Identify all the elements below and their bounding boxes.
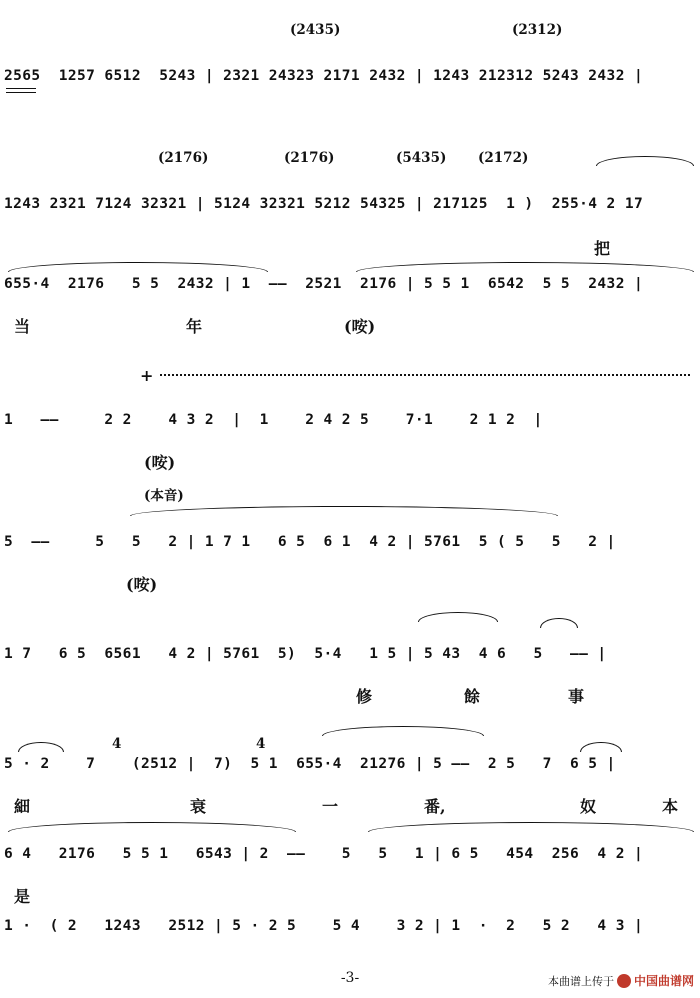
notes-line-6: 1 7 6 5 6561 4 2 | 5761 5) 5·4 1 5 | 5 43 4 6 5 —— |	[4, 646, 607, 662]
lyric: 衰	[190, 797, 207, 816]
ornament-annotation: (2435)	[290, 22, 341, 38]
ornament-annotation: (2176)	[284, 150, 335, 166]
lyric: 是	[14, 887, 31, 906]
notes-line-7: 5 · 2 7 (2512 | 7) 5 1 655·4 21276 | 5 —— 2 5 7 6 5 |	[4, 756, 616, 772]
slur	[8, 822, 296, 832]
lyric: (咹)	[144, 453, 176, 472]
score-line-2	[4, 190, 696, 218]
lyric: 事	[568, 687, 585, 706]
notes-line-2: 1243 2321 7124 32321 | 5124 32321 5212 54325 | 217125 1 ) 255·4 2 17	[4, 196, 644, 212]
ornament-annotation: (本音)	[144, 488, 184, 504]
score-line-8	[4, 840, 696, 868]
page-number: -3-	[340, 970, 360, 986]
score-line-6	[4, 640, 696, 668]
beam	[6, 88, 36, 89]
slur	[368, 822, 694, 832]
site-logo-icon	[617, 974, 631, 988]
site-name: 中国曲谱网	[633, 974, 694, 988]
dotted-slur	[160, 374, 690, 376]
plus-mark: +	[140, 366, 154, 385]
slur	[418, 612, 498, 622]
score-line-5	[4, 528, 696, 556]
notes-line-4: 1 —— 2 2 4 3 2 | 1 2 4 2 5 7·1 2 1 2 |	[4, 412, 543, 428]
notes-line-8: 6 4 2176 5 5 1 6543 | 2 —— 5 5 1 | 6 5 454 256 4 2 |	[4, 846, 644, 862]
score-line-1	[4, 62, 696, 90]
notes-line-1: 2565 1257 6512 5243 | 2321 24323 2171 2432 | 1243 212312 5243 2432 |	[4, 68, 644, 84]
lyric: 細	[14, 797, 31, 816]
score-line-4	[4, 406, 696, 434]
beam	[6, 92, 36, 93]
slur	[322, 726, 484, 736]
ornament-annotation: (5435)	[396, 150, 447, 166]
ornament-annotation: (2176)	[158, 150, 209, 166]
lyric: 当	[14, 317, 31, 336]
slur	[596, 156, 694, 166]
time-signature-top: 4	[112, 736, 122, 752]
lyric: 修	[356, 687, 373, 706]
score-line-7	[4, 750, 696, 778]
lyric: 本	[662, 797, 679, 816]
lyric: (咹)	[344, 317, 376, 336]
lyric: 餘	[464, 687, 481, 706]
notes-line-9: 1 · ( 2 1243 2512 | 5 · 2 5 5 4 3 2 | 1 · 2 5 2 4 3 |	[4, 918, 644, 934]
slur	[130, 506, 558, 516]
time-signature-top: 4	[256, 736, 266, 752]
lyric: 年	[186, 317, 203, 336]
site-footer	[548, 972, 694, 989]
lyric: 一	[322, 797, 339, 816]
lyric: 把	[594, 239, 611, 258]
notes-line-3: 655·4 2176 5 5 2432 | 1 —— 2521 2176 | 5 5 1 6542 5 5 2432 |	[4, 276, 644, 292]
ornament-annotation: (2172)	[478, 150, 529, 166]
ornament-annotation: (2312)	[512, 22, 563, 38]
upload-note: 本曲谱上传于	[547, 974, 614, 988]
slur	[540, 618, 578, 628]
score-line-3	[4, 270, 696, 298]
notes-line-5: 5 —— 5 5 2 | 1 7 1 6 5 6 1 4 2 | 5761 5 ( 5 5 2 |	[4, 534, 616, 550]
lyric: (咹)	[126, 575, 158, 594]
lyric: 奴	[580, 797, 597, 816]
score-line-9	[4, 912, 696, 940]
lyric: 番,	[424, 797, 446, 816]
